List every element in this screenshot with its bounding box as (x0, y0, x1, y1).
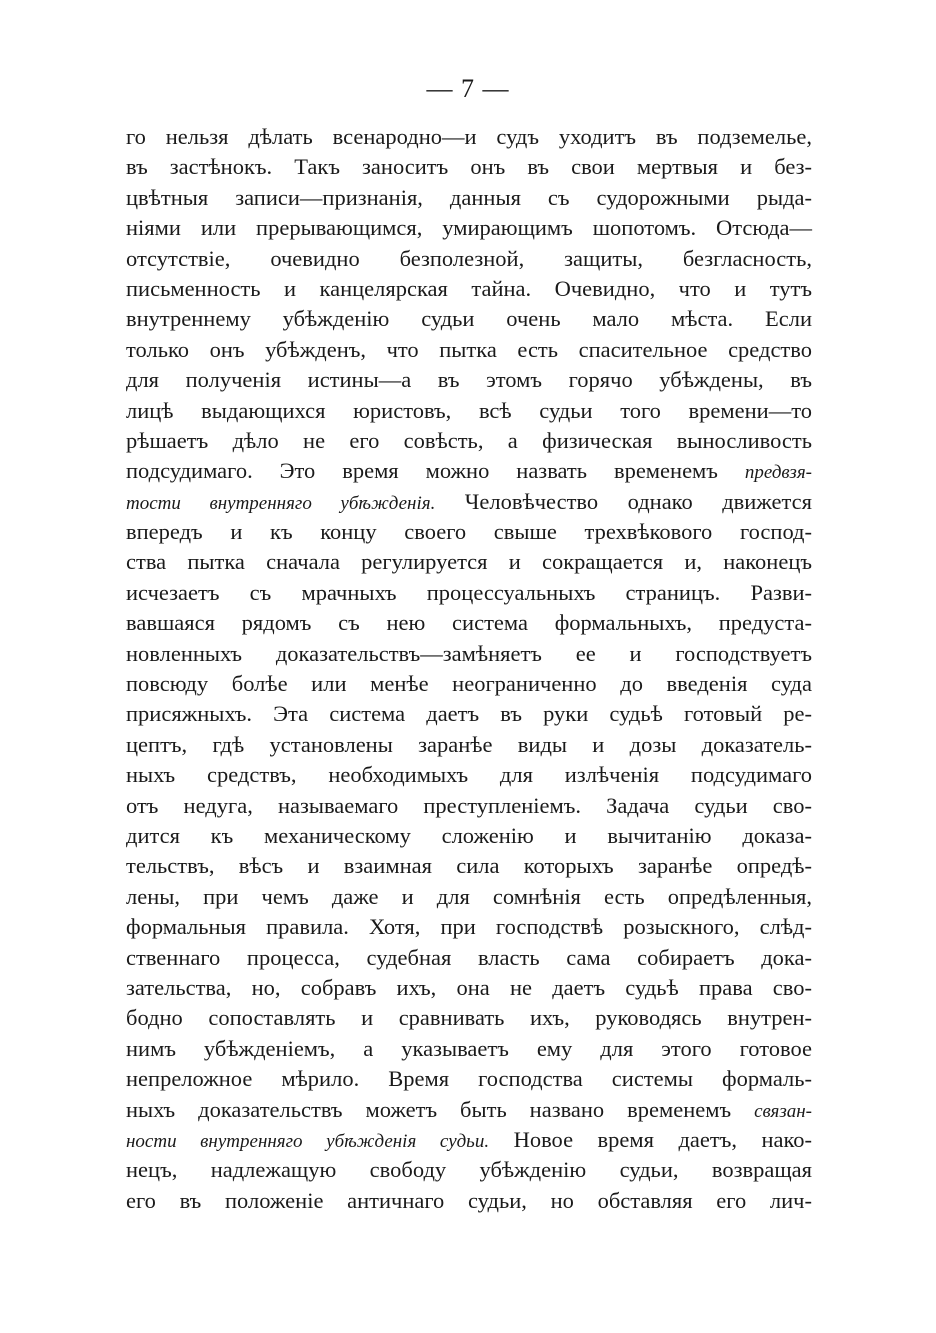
body-text (126, 122, 812, 1216)
text-line: бодно сопоставлять и сравнивать ихъ, руководясь внутрен- (126, 1005, 812, 1031)
text-line: внутреннему убѣжденію судьи очень мало мѣста. Если (126, 306, 812, 332)
text-line: ныхъ средствъ, необходимыхъ для излѣченія подсудимаго (126, 762, 812, 788)
text-line: ніями или прерывающимся, умирающимъ шопотомъ. Отсюда— (126, 215, 812, 241)
text-line (126, 1095, 812, 1125)
text-line: нимъ убѣжденіемъ, а указываетъ ему для этого готовое (126, 1035, 812, 1061)
text-line: цептъ, гдѣ установлены заранѣе виды и дозы доказатель- (126, 731, 812, 757)
text-line: тельствъ, вѣсъ и взаимная сила которыхъ заранѣе опредѣ- (126, 853, 812, 879)
text-segment: ныхъ доказательствъ можетъ быть названо временемъ (126, 1096, 755, 1122)
text-line: цвѣтныя записи—признанія, данныя съ судорожными рыда- (126, 184, 812, 210)
text-segment: Новое время даетъ, нако- (489, 1126, 813, 1152)
text-line: его въ положеніе античнаго судьи, но обставляя его лич- (126, 1187, 812, 1213)
text-line: повсюду болѣе или менѣе неограниченно до введенія суда (126, 671, 812, 697)
text-line: рѣшаетъ дѣло не его совѣсть, а физическая выносливость (126, 427, 812, 453)
text-line (126, 456, 812, 486)
text-segment: подсудимаго. Это время можно назвать временемъ (126, 458, 745, 484)
text-line: ственнаго процесса, судебная власть сама собираетъ дока- (126, 944, 812, 970)
italic-phrase: связан- (754, 1100, 812, 1122)
text-line (126, 1125, 812, 1155)
text-line: впередъ и къ концу своего свыше трехвѣкового господ- (126, 519, 812, 545)
text-line (126, 487, 812, 517)
text-line: для полученія истины—а въ этомъ горячо убѣждены, въ (126, 367, 812, 393)
text-line: непреложное мѣрило. Время господства системы формаль- (126, 1066, 812, 1092)
text-line: лены, при чемъ даже и для сомнѣнія есть опредѣленныя, (126, 883, 812, 909)
text-line: отъ недуга, называемаго преступленіемъ. Задача судьи сво- (126, 792, 812, 818)
text-line: лицѣ выдающихся юристовъ, всѣ судьи того времени—то (126, 397, 812, 423)
page-number: — 7 — (426, 74, 510, 103)
text-line: присяжныхъ. Эта система даетъ въ руки судьѣ готовый ре- (126, 701, 812, 727)
text-line: ства пытка сначала регулируется и сокращается и, наконецъ (126, 549, 812, 575)
text-line: въ застѣнокъ. Такъ заноситъ онъ въ свои мертвыя и без- (126, 154, 812, 180)
text-segment: Человѣчество однако движется (435, 488, 812, 514)
text-line: новленныхъ доказательствъ—замѣняетъ ее и господствуетъ (126, 640, 812, 666)
italic-phrase: тости внутренняго убѣжденія. (126, 492, 436, 514)
text-line: формальныя правила. Хотя, при господствѣ розыскного, слѣд- (126, 914, 812, 940)
text-line: го нельзя дѣлать всенародно—и судъ уходитъ въ подземелье, (126, 124, 812, 149)
text-line: нецъ, надлежащую свободу убѣжденію судьи, возвращая (126, 1157, 812, 1183)
text-line: дится къ механическому сложенію и вычитанію доказа- (126, 822, 812, 848)
text-line: письменность и канцелярская тайна. Очевидно, что и тутъ (126, 275, 812, 301)
text-line: отсутствіе, очевидно безполезной, защиты, безгласность, (126, 245, 812, 271)
italic-phrase: предвзя- (744, 462, 812, 484)
text-line: вавшаяся рядомъ съ нею система формальныхъ, предуста- (126, 610, 812, 636)
text-line: исчезаетъ съ мрачныхъ процессуальныхъ страницъ. Разви- (126, 579, 812, 605)
text-line: только онъ убѣжденъ, что пытка есть спасительное средство (126, 336, 812, 362)
italic-phrase: ности внутренняго убѣжденія судьи. (126, 1130, 490, 1152)
text-line: зательства, но, собравъ ихъ, она не даетъ судьѣ права сво- (126, 974, 812, 1000)
